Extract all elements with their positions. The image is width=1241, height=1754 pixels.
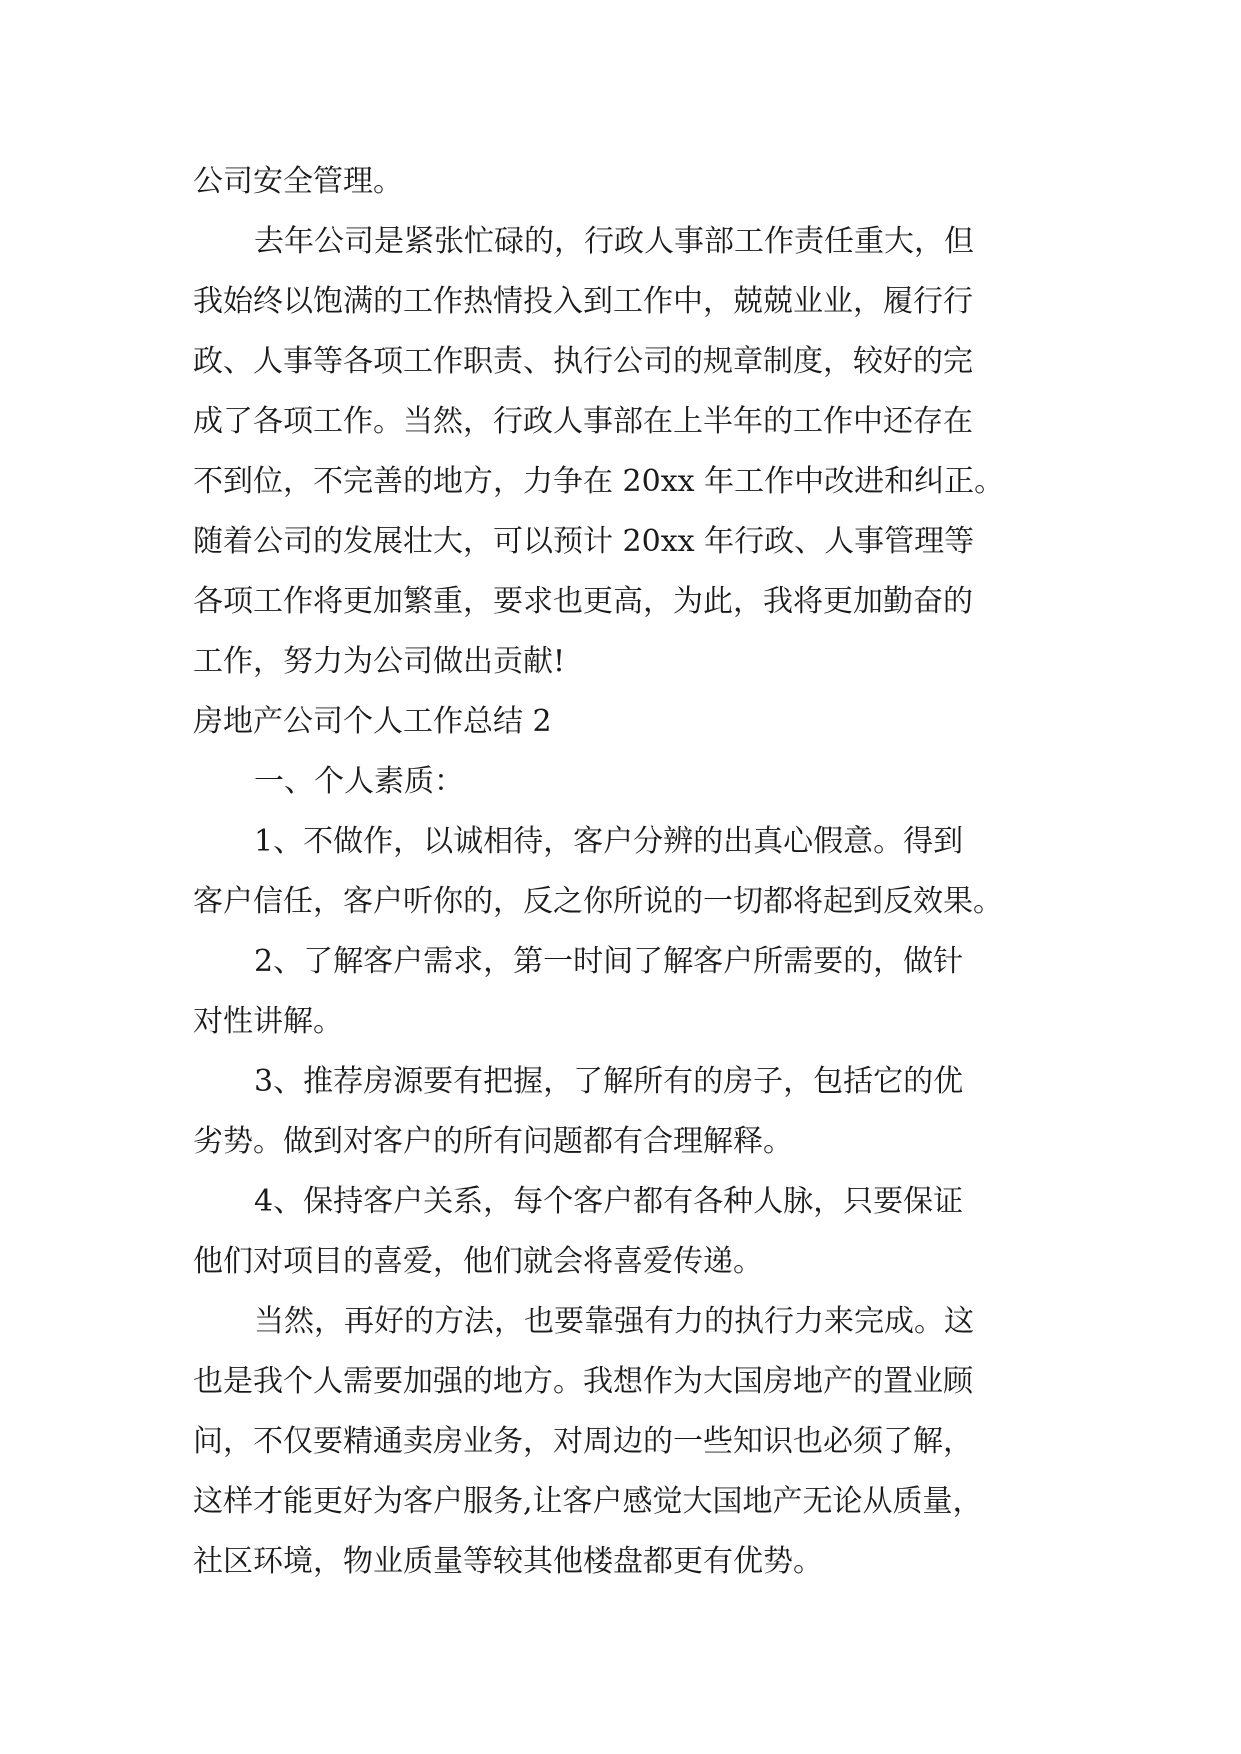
text-line-1: 公司安全管理。 [193, 164, 403, 199]
text-line-20: 当然，再好的方法，也要靠强有力的执行力来完成。这 [254, 1304, 974, 1339]
section-heading: 房地产公司个人工作总结 2 [193, 704, 552, 739]
text-line-14: 2、了解客户需求，第一时间了解客户所需要的，做针 [254, 944, 964, 979]
text-line-2: 去年公司是紧张忙碌的，行政人事部工作责任重大，但 [254, 224, 974, 259]
text-line-18: 4、保持客户关系，每个客户都有各种人脉，只要保证 [254, 1184, 964, 1219]
text-line-23: 这样才能更好为客户服务,让客户感觉大国地产无论从质量， [193, 1484, 983, 1519]
text-line-17: 劣势。做到对客户的所有问题都有合理解释。 [193, 1124, 793, 1159]
text-line-5: 成了各项工作。当然，行政人事部在上半年的工作中还存在 [193, 404, 973, 439]
text-line-7: 随着公司的发展壮大，可以预计 20xx 年行政、人事管理等 [193, 524, 975, 559]
text-line-12: 1、不做作，以诚相待，客户分辨的出真心假意。得到 [254, 824, 964, 859]
text-line-16: 3、推荐房源要有把握，了解所有的房子，包括它的优 [254, 1064, 964, 1099]
text-line-19: 他们对项目的喜爱，他们就会将喜爱传递。 [193, 1244, 763, 1279]
text-line-3: 我始终以饱满的工作热情投入到工作中，兢兢业业，履行行 [193, 284, 973, 319]
text-line-15: 对性讲解。 [193, 1004, 343, 1039]
document-body [193, 152, 1053, 1592]
text-line-21: 也是我个人需要加强的地方。我想作为大国房地产的置业顾 [193, 1364, 973, 1399]
text-line-22: 问，不仅要精通卖房业务，对周边的一些知识也必须了解， [193, 1424, 973, 1459]
text-line-13: 客户信任，客户听你的，反之你所说的一切都将起到反效果。 [193, 884, 1003, 919]
text-line-8: 各项工作将更加繁重，要求也更高，为此，我将更加勤奋的 [193, 584, 973, 619]
text-line-6: 不到位，不完善的地方，力争在 20xx 年工作中改进和纠正。 [193, 464, 1005, 499]
text-line-4: 政、人事等各项工作职责、执行公司的规章制度，较好的完 [193, 344, 973, 379]
subsection-heading: 一、个人素质： [254, 764, 464, 799]
text-line-24: 社区环境，物业质量等较其他楼盘都更有优势。 [193, 1544, 823, 1579]
text-line-9: 工作，努力为公司做出贡献! [193, 644, 566, 679]
